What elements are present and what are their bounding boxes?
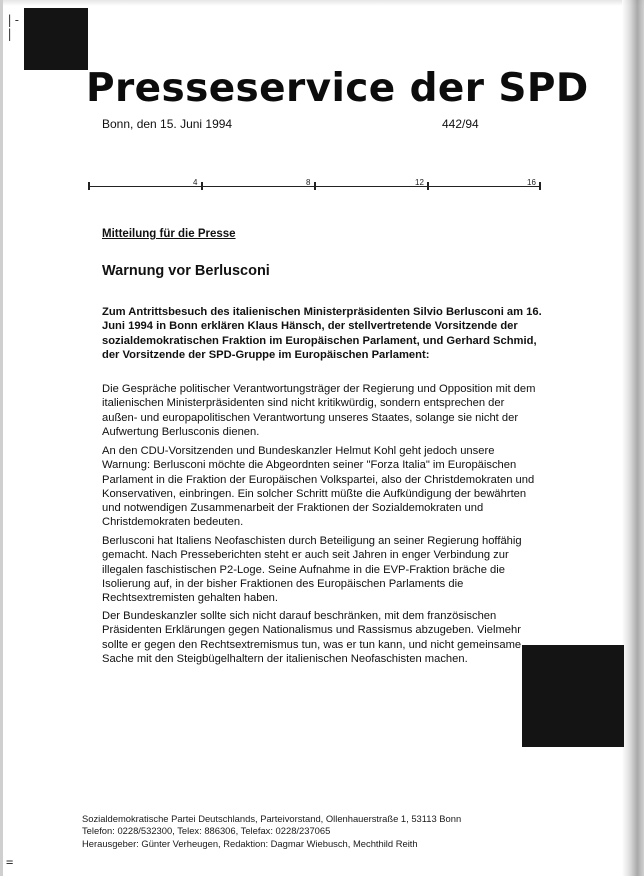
document-date: Bonn, den 15. Juni 1994 [102,117,233,131]
ruler-tick [427,182,429,190]
press-release-label: Mitteilung für die Presse [102,228,236,240]
ruler-number: 4 [193,178,198,187]
binder-mark: | [6,27,14,41]
lead-paragraph: Zum Antrittsbesuch des italienischen Ministerpräsidenten Silvio Berlusconi am 16. Juni 1994 in Bonn erklären Klaus Hänsch, der stellvertretende Vorsitzende der sozialdemokratischen Fraktion im Europäischen Parlament, und Gerhard Schmid, der Vorsitzende der SPD-Gruppe im Europäischen Parlament: [102,306,542,361]
footer-imprint [82,813,522,850]
ruler-tick [539,182,541,190]
page-title: Presseservice der SPD [86,66,589,111]
body-paragraph: Berlusconi hat Italiens Neofaschisten durch Beteiligung an seiner Regierung hoffähig gemacht. Nach Presseberichten steht er auch seit Jahren in enger Verbindung zur illegalen faschistischen P2-Loge. Seine Aufnahme in die EVP-Fraktion bräche die Isolierung auf, in der bisher Fraktionen des Europäischen Parlaments die Rechtsextremisten gehalten haben. [102,535,522,605]
scan-right-edge [622,0,644,876]
ruler-number: 16 [527,178,536,187]
ruler-number: 12 [415,178,424,187]
scan-left-edge [0,0,3,876]
footer-address: Sozialdemokratische Partei Deutschlands, Parteivorstand, Ollenhauerstraße 1, 53113 Bonn [82,813,462,824]
ruler-tick [201,182,203,190]
binder-mark: = [6,855,14,869]
ruler-tick [314,182,316,190]
body-paragraph: Der Bundeskanzler sollte sich nicht darauf beschränken, mit dem französischen Präsidenten Erklärungen gegen Nationalismus und Rassismus abzugeben. Vielmehr sollte er gegen den Rechtsextremismus tun, was er tun kann, und nicht gemeinsame Sache mit den Steigbügelhaltern der italienischen Neofaschisten machen. [102,610,522,665]
release-headline: Warnung vor Berlusconi [102,263,270,279]
footer-contact: Telefon: 0228/532300, Telex: 886306, Telefax: 0228/237065 [82,825,331,837]
body-paragraph: Die Gespräche politischer Verantwortungsträger der Regierung und Opposition mit dem italienischen Ministerpräsidenten sind nicht kritikwürdig, sondern entsprechen der außen- und europapolitischen Verantwortung unseres Staates, solange sie nicht der Aufwertung Berlusconis dienen. [102,383,536,438]
ruler-tick [88,182,90,190]
scan-top-edge [0,0,644,6]
typewriter-ruler [88,178,540,197]
binder-mark: |- [6,13,21,27]
document-number: 442/94 [442,117,479,131]
black-registration-block [24,8,88,70]
ruler-number: 8 [306,178,311,187]
footer-publisher: Herausgeber: Günter Verheugen, Redaktion: Dagmar Wiebusch, Mechthild Reith [82,837,418,849]
body-paragraph: An den CDU-Vorsitzenden und Bundeskanzler Helmut Kohl geht jedoch unsere Warnung: Berlusconi möchte die Abgeordnten seiner "Forza Italia" im Europäischen Parlament in die Fraktion der Europäischen Volkspartei, also der Christdemokraten und Konservativen, einbringen. Ein solcher Schritt müßte die Aufkündigung der bewährten und notwendigen Zusammenarbeit der Fraktionen der Sozialdemokraten und Christdemokraten bedeuten. [102,445,535,529]
